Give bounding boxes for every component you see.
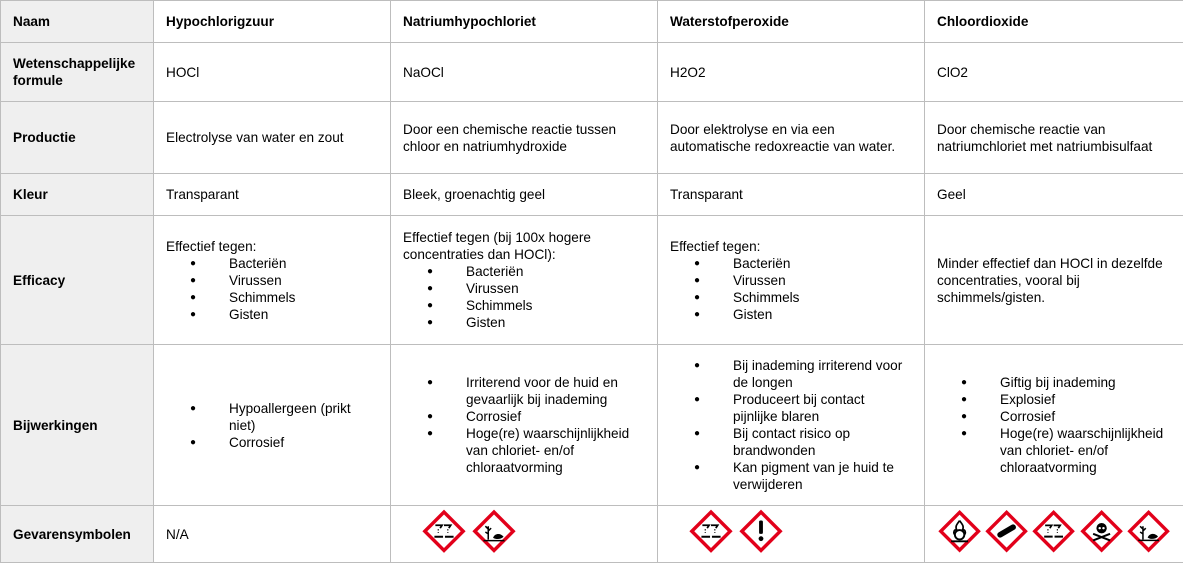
corrosive-icon xyxy=(1031,508,1076,554)
bullet-list xyxy=(403,374,645,476)
list-item: ● Schimmels xyxy=(166,289,378,306)
table-cell xyxy=(925,345,1183,506)
bullet-list xyxy=(670,255,912,323)
row-label: Wetenschappelijke formule xyxy=(1,43,154,102)
table-cell xyxy=(391,216,658,345)
list-item: ● Corrosief xyxy=(403,408,645,425)
header-cell: Natriumhypochloriet xyxy=(391,1,658,43)
row-label: Productie xyxy=(1,102,154,174)
hazard-symbols xyxy=(670,508,912,554)
cell-intro: Effectief tegen: xyxy=(166,238,378,255)
table-cell: ClO2 xyxy=(925,43,1183,102)
list-item: ● Hoge(re) waarschijnlijkheid van chloriet- en/of chloraatvorming xyxy=(937,425,1171,476)
table-cell: Electrolyse van water en zout xyxy=(154,102,391,174)
table-cell: Door een chemische reactie tussen chloor en natriumhydroxide xyxy=(391,102,658,174)
list-item: ● Giftig bij inademing xyxy=(937,374,1171,391)
table-cell xyxy=(154,345,391,506)
row-label: Bijwerkingen xyxy=(1,345,154,506)
header-cell: Hypochlorigzuur xyxy=(154,1,391,43)
list-item: ● Hoge(re) waarschijnlijkheid van chloriet- en/of chloraatvorming xyxy=(403,425,645,476)
list-item: ● Bij contact risico op brandwonden xyxy=(670,425,912,459)
list-item: ● Schimmels xyxy=(670,289,912,306)
production-row xyxy=(1,102,1183,174)
list-item: ● Bacteriën xyxy=(166,255,378,272)
table-cell xyxy=(925,506,1183,563)
hazards-row xyxy=(1,506,1183,563)
table-cell: H2O2 xyxy=(658,43,925,102)
table-cell xyxy=(658,506,925,563)
table-cell xyxy=(658,345,925,506)
cell-intro: Effectief tegen: xyxy=(670,238,912,255)
environment-icon xyxy=(1126,508,1171,554)
row-label: Gevarensymbolen xyxy=(1,506,154,563)
table-cell: Door chemische reactie van natriumchloriet met natriumbisulfaat xyxy=(925,102,1183,174)
table-cell: Transparant xyxy=(658,174,925,216)
table-cell: HOCl xyxy=(154,43,391,102)
list-item: ● Produceert bij contact pijnlijke blaren xyxy=(670,391,912,425)
list-item: ● Schimmels xyxy=(403,297,645,314)
bullet-list xyxy=(937,374,1171,476)
list-item: ● Bacteriën xyxy=(670,255,912,272)
header-row xyxy=(1,1,1183,43)
list-item: ● Gisten xyxy=(166,306,378,323)
cell-intro: Effectief tegen (bij 100x hogere concentraties dan HOCl): xyxy=(403,229,645,263)
table-cell: Minder effectief dan HOCl in dezelfde concentraties, vooral bij schimmels/gisten. xyxy=(925,216,1183,345)
list-item: ● Virussen xyxy=(670,272,912,289)
table-cell: Geel xyxy=(925,174,1183,216)
table-cell: N/A xyxy=(154,506,391,563)
list-item: ● Bij inademing irriterend voor de longen xyxy=(670,357,912,391)
table-cell: NaOCl xyxy=(391,43,658,102)
list-item: ● Irriterend voor de huid en gevaarlijk bij inademing xyxy=(403,374,645,408)
header-cell: Naam xyxy=(1,1,154,43)
row-label: Kleur xyxy=(1,174,154,216)
exclamation-icon xyxy=(738,508,784,554)
table-cell xyxy=(391,345,658,506)
list-item: ● Hypoallergeen (prikt niet) xyxy=(166,400,378,434)
table-cell: Bleek, groenachtig geel xyxy=(391,174,658,216)
list-item: ● Corrosief xyxy=(937,408,1171,425)
environment-icon xyxy=(471,508,517,554)
table-cell: Door elektrolyse en via een automatische redoxreactie van water. xyxy=(658,102,925,174)
list-item: ● Bacteriën xyxy=(403,263,645,280)
bullet-list xyxy=(670,357,912,493)
header-cell: Waterstofperoxide xyxy=(658,1,925,43)
gas-cylinder-icon xyxy=(984,508,1029,554)
list-item: ● Kan pigment van je huid te verwijderen xyxy=(670,459,912,493)
list-item: ● Gisten xyxy=(670,306,912,323)
hazard-symbols xyxy=(403,508,645,554)
bullet-list xyxy=(166,400,378,451)
skull-icon xyxy=(1079,508,1124,554)
row-label: Efficacy xyxy=(1,216,154,345)
list-item: ● Explosief xyxy=(937,391,1171,408)
bullet-list xyxy=(403,263,645,331)
list-item: ● Virussen xyxy=(166,272,378,289)
table-cell: Transparant xyxy=(154,174,391,216)
list-item: ● Gisten xyxy=(403,314,645,331)
color-row xyxy=(1,174,1183,216)
list-item: ● Corrosief xyxy=(166,434,378,451)
formula-row xyxy=(1,43,1183,102)
table-cell xyxy=(391,506,658,563)
header-cell: Chloordioxide xyxy=(925,1,1183,43)
list-item: ● Virussen xyxy=(403,280,645,297)
bullet-list xyxy=(166,255,378,323)
table-cell xyxy=(658,216,925,345)
corrosive-icon xyxy=(421,508,467,554)
corrosive-icon xyxy=(688,508,734,554)
table-cell xyxy=(154,216,391,345)
oxidizer-icon xyxy=(937,508,982,554)
efficacy-row xyxy=(1,216,1183,345)
side-effects-row xyxy=(1,345,1183,506)
hazard-symbols xyxy=(937,508,1171,554)
